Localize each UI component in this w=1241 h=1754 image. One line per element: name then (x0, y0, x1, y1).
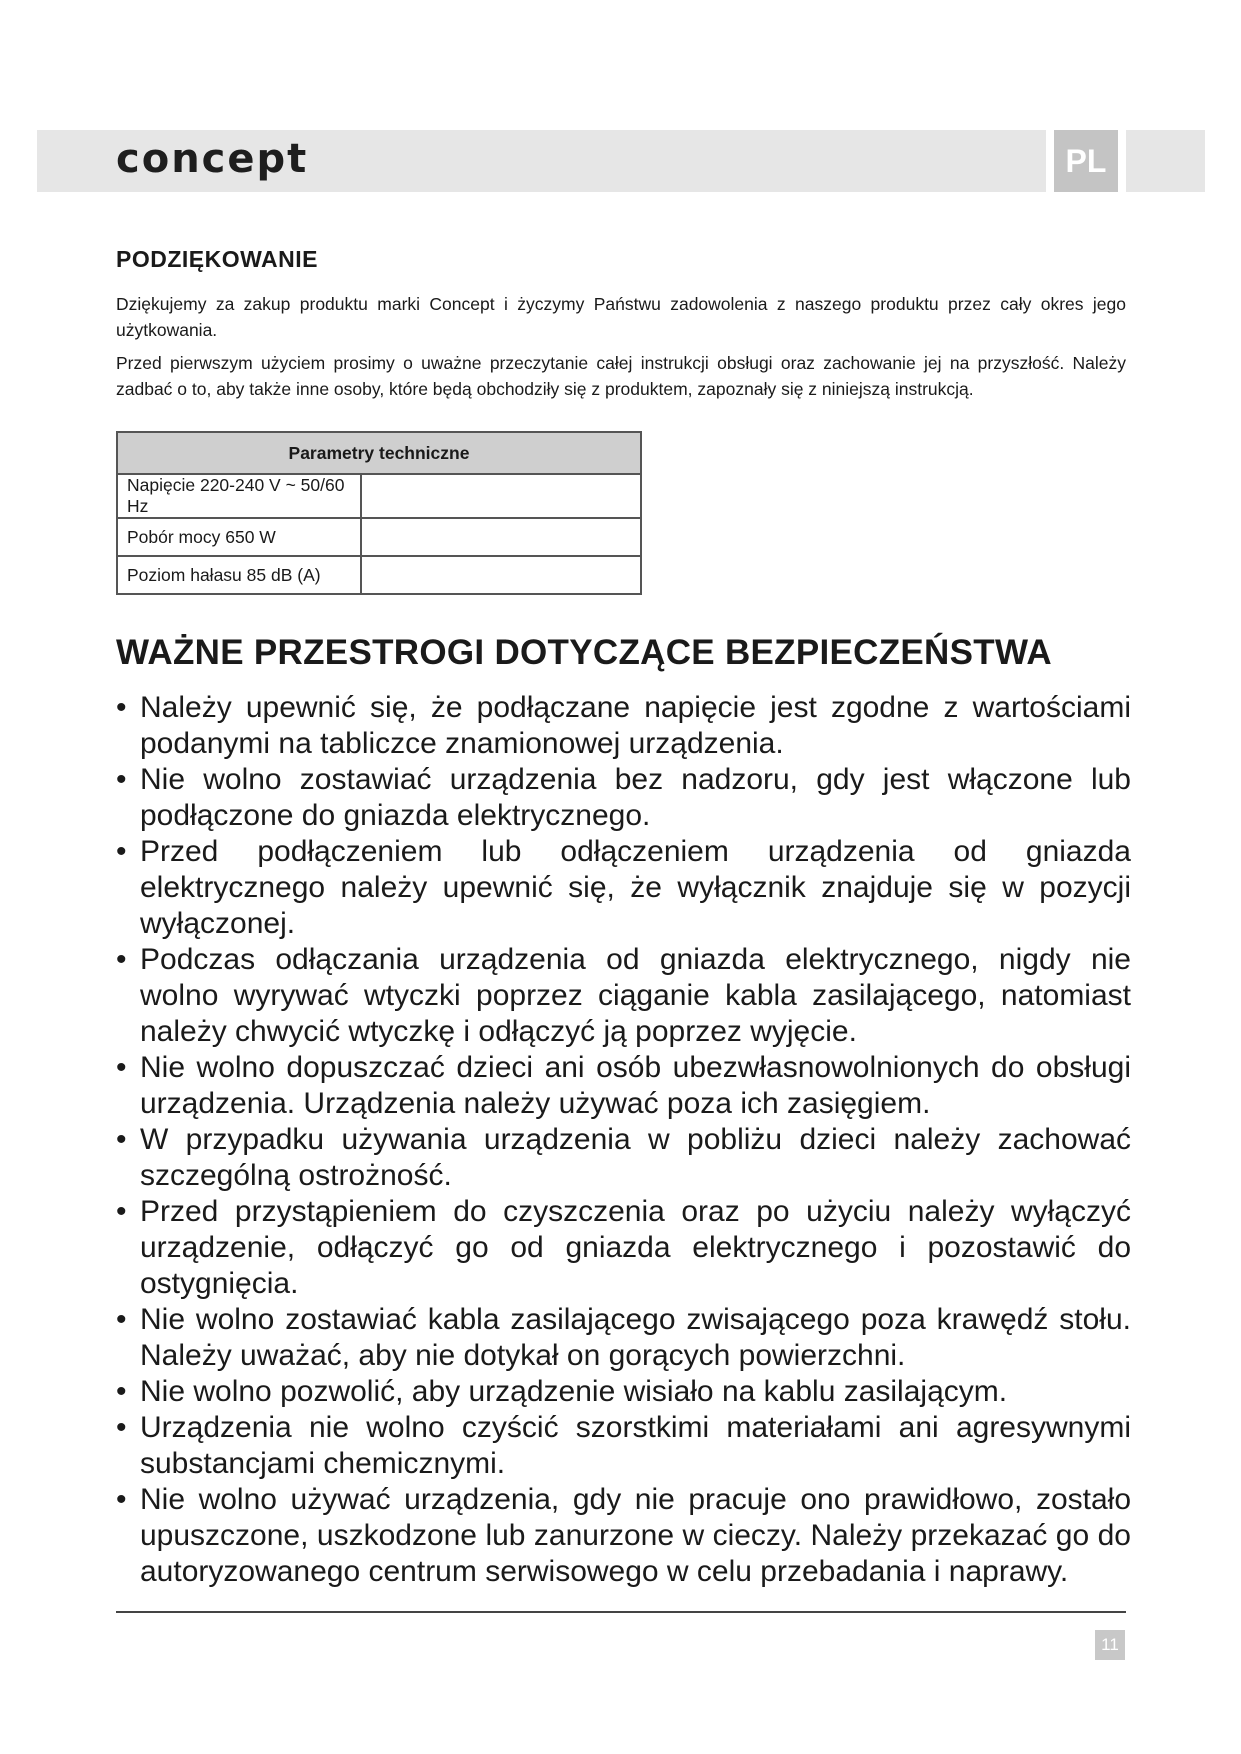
list-item: • Nie wolno dopuszczać dzieci ani osób ubezwłasnowolnionych do obsługi urządzenia. Urządzenia należy używać poza ich zasięgiem. (116, 1050, 1131, 1122)
table-row (117, 556, 641, 594)
table-cell (361, 518, 641, 556)
list-item: • Nie wolno pozwolić, aby urządzenie wisiało na kablu zasilającym. (116, 1374, 1131, 1410)
safety-list (116, 690, 1131, 1590)
table-cell (361, 556, 641, 594)
list-item: • Nie wolno zostawiać kabla zasilającego zwisającego poza krawędź stołu. Należy uważać, aby nie dotykał on gorących powierzchni. (116, 1302, 1131, 1374)
footer-divider (116, 1611, 1126, 1613)
table-cell: Pobór mocy 650 W (117, 518, 361, 556)
list-item: • Nie wolno używać urządzenia, gdy nie pracuje ono prawidłowo, zostało upuszczone, uszkodzone lub zanurzone w cieczy. Należy przekazać go do autoryzowanego centrum serwisowego w celu przebadania i naprawy. (116, 1482, 1131, 1590)
safety-heading: WAŻNE PRZESTROGI DOTYCZĄCE BEZPIECZEŃSTWA (116, 633, 1052, 672)
list-item: • Urządzenia nie wolno czyścić szorstkimi materiałami ani agresywnymi substancjami chemicznymi. (116, 1410, 1131, 1482)
header-bar-end (1126, 130, 1205, 192)
language-badge: PL (1054, 130, 1118, 192)
list-item: • Przed podłączeniem lub odłączeniem urządzenia od gniazda elektrycznego należy upewnić się, że wyłącznik znajduje się w pozycji wyłączonej. (116, 834, 1131, 942)
list-item: • W przypadku używania urządzenia w pobliżu dzieci należy zachować szczególną ostrożność. (116, 1122, 1131, 1194)
thanks-heading: PODZIĘKOWANIE (116, 246, 319, 272)
list-item: • Przed przystąpieniem do czyszczenia oraz po użyciu należy wyłączyć urządzenie, odłączyć go od gniazda elektrycznego i pozostawić do ostygnięcia. (116, 1194, 1131, 1302)
brand-logo: concept (116, 136, 309, 182)
table-header: Parametry techniczne (117, 432, 641, 474)
table-cell: Poziom hałasu 85 dB (A) (117, 556, 361, 594)
technical-parameters-table (116, 431, 642, 595)
table-cell: Napięcie 220-240 V ~ 50/60 Hz (117, 474, 361, 518)
list-item: • Nie wolno zostawiać urządzenia bez nadzoru, gdy jest włączone lub podłączone do gniazda elektrycznego. (116, 762, 1131, 834)
list-item: • Podczas odłączania urządzenia od gniazda elektrycznego, nigdy nie wolno wyrywać wtyczki poprzez ciąganie kabla zasilającego, natomiast należy chwycić wtyczkę i odłączyć ją poprzez wyjęcie. (116, 942, 1131, 1050)
instructions-paragraph: Przed pierwszym użyciem prosimy o uważne przeczytanie całej instrukcji obsługi oraz zachowanie jej na przyszłość. Należy zadbać o to, aby także inne osoby, które będą obchodziły się z produktem, zapoznały się z niniejszą instrukcją. (116, 353, 1126, 399)
thanks-paragraph: Dziękujemy za zakup produktu marki Concept i życzymy Państwu zadowolenia z naszego produktu przez cały okres jego użytkowania. (116, 294, 1126, 340)
table-cell (361, 474, 641, 518)
table-row (117, 518, 641, 556)
list-item: • Należy upewnić się, że podłączane napięcie jest zgodne z wartościami podanymi na tabliczce znamionowej urządzenia. (116, 690, 1131, 762)
table-row (117, 474, 641, 518)
page-number: 11 (1095, 1630, 1125, 1660)
